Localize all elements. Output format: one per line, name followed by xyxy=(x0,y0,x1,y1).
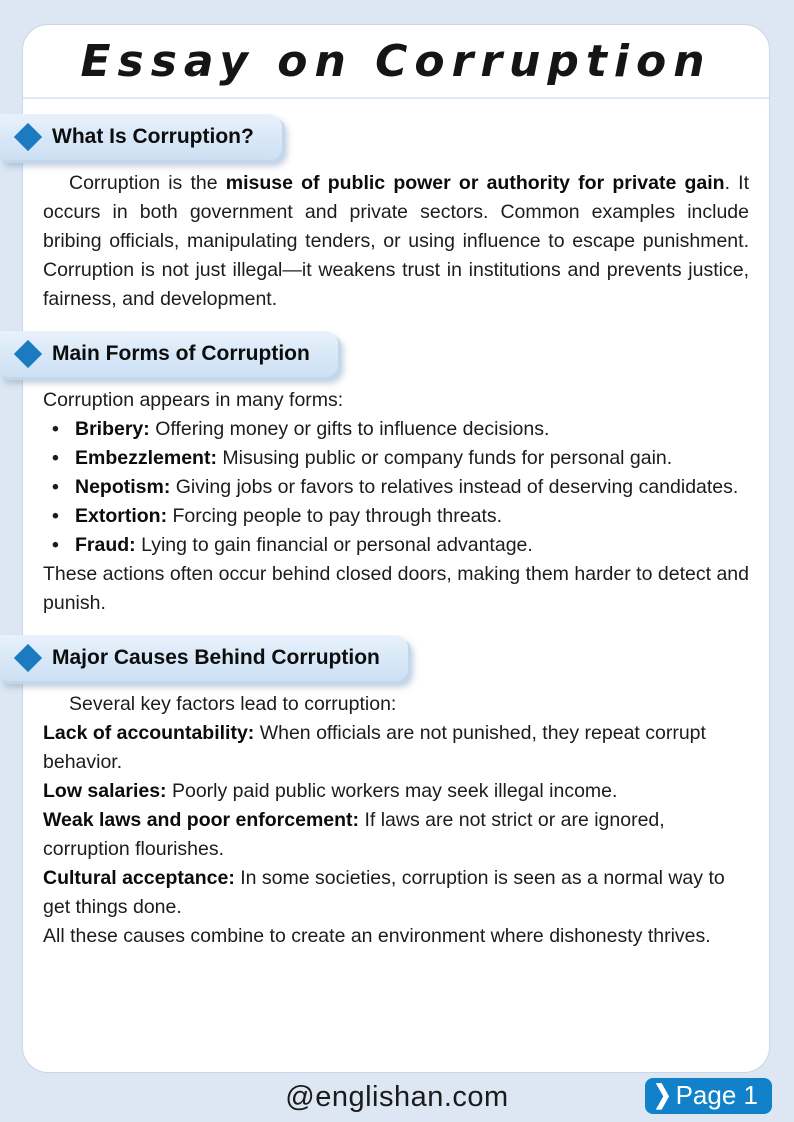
diamond-icon xyxy=(14,644,42,672)
paragraph: Corruption is the misuse of public power or authority for private gain. It occurs in both government and private sectors. Common examples include bribing officials, manipulating tenders, or using influence to escape punishment. Corruption is not just illegal—it weakens trust in institutions and prevents justice, fairness, and development. xyxy=(43,172,749,310)
paragraph: Several key factors lead to corruption: xyxy=(69,693,397,715)
bullet-item: • Extortion: Forcing people to pay through threats. xyxy=(43,502,749,531)
section-heading-label: Major Causes Behind Corruption xyxy=(52,646,380,669)
sections-container xyxy=(23,114,769,963)
section-major-causes-behind-corruption xyxy=(23,635,769,953)
section-heading-label: What Is Corruption? xyxy=(52,125,254,148)
paragraph: All these causes combine to create an environment where dishonesty thrives. xyxy=(43,925,711,947)
diamond-icon xyxy=(14,340,42,368)
section-heading-label: Main Forms of Corruption xyxy=(52,342,310,365)
section-body xyxy=(23,160,769,316)
paragraph: Cultural acceptance: In some societies, corruption is seen as a normal way to get things done. xyxy=(43,867,725,918)
section-body xyxy=(23,377,769,620)
section-heading-major-causes-behind-corruption xyxy=(0,635,408,681)
page-title: Essay on Corruption xyxy=(80,35,712,87)
diamond-icon xyxy=(14,123,42,151)
bullet-item: • Embezzlement: Misusing public or company funds for personal gain. xyxy=(43,444,749,473)
section-main-forms-of-corruption xyxy=(23,331,769,620)
paragraph: These actions often occur behind closed doors, making them harder to detect and punish. xyxy=(43,563,749,614)
page-number-label: Page 1 xyxy=(675,1080,758,1110)
paragraph: Weak laws and poor enforcement: If laws are not strict or are ignored, corruption flourishes. xyxy=(43,809,665,860)
section-heading-what-is-corruption xyxy=(0,114,282,160)
section-body xyxy=(23,681,769,953)
section-what-is-corruption xyxy=(23,114,769,316)
paragraph: Corruption appears in many forms: xyxy=(43,389,344,411)
section-heading-main-forms-of-corruption xyxy=(0,331,338,377)
chevron-right-icon: ❯ xyxy=(653,1080,672,1109)
paragraph: Low salaries: Poorly paid public workers may seek illegal income. xyxy=(43,780,618,802)
paragraph: Lack of accountability: When officials are not punished, they repeat corrupt behavior. xyxy=(43,722,706,773)
page-card xyxy=(22,24,770,1073)
page-number-badge xyxy=(645,1078,772,1114)
footer-site-text: @englishan.com xyxy=(285,1081,509,1113)
bullet-item: • Bribery: Offering money or gifts to influence decisions. xyxy=(43,415,749,444)
bullet-item: • Fraud: Lying to gain financial or personal advantage. xyxy=(43,531,749,560)
bullet-item: • Nepotism: Giving jobs or favors to relatives instead of deserving candidates. xyxy=(43,473,749,502)
title-divider xyxy=(23,25,769,99)
